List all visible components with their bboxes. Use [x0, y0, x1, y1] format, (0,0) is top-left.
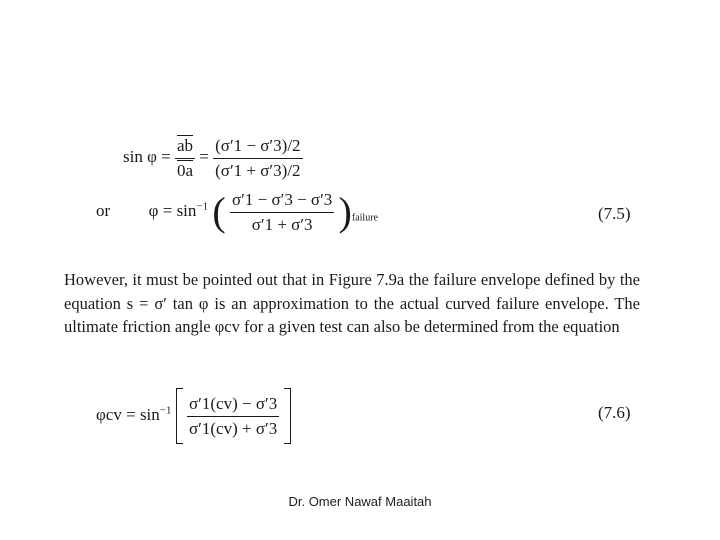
- eq2-right-paren: ): [338, 189, 352, 235]
- eq1-lhs: sin φ =: [123, 146, 171, 166]
- eq3-left-bracket: [176, 388, 183, 444]
- eq2-numerator: σ′1 − σ′3 − σ′3: [230, 190, 334, 213]
- eq1-frac1-denominator: 0a: [177, 160, 194, 180]
- eq1-fraction-stress: [213, 136, 302, 180]
- eq3-lhs: φcv = sin: [96, 404, 160, 424]
- equation-7-6: [96, 388, 291, 444]
- eq2-exponent: −1: [196, 200, 209, 213]
- eq2-fraction: [230, 190, 334, 234]
- eq2-subscript-failure: failure: [351, 212, 378, 224]
- footer-author: Dr. Omer Nawaf Maaitah: [288, 494, 432, 509]
- equation-number-7-6: (7.6): [598, 403, 631, 422]
- equation-7-5-second-line: [96, 190, 378, 234]
- equation-7-5-first-line: [123, 136, 303, 180]
- eq3-fraction: [187, 394, 279, 438]
- eq2-lhs: φ = sin: [148, 200, 197, 220]
- eq3-denominator: σ′1(cv) + σ′3: [189, 418, 278, 438]
- eq3-exponent: −1: [159, 404, 172, 417]
- equation-number-7-5: (7.5): [598, 204, 631, 223]
- eq3-right-bracket: [284, 388, 291, 444]
- eq3-numerator: σ′1(cv) − σ′3: [187, 394, 279, 417]
- body-paragraph: However, it must be pointed out that in Figure 7.9a the failure envelope defined by the equation s = σ′ tan φ is an approximation to the actual curved failure envelope. The ultimate friction angle φcv for a given test can also be determined from the equation: [64, 270, 640, 336]
- eq2-denominator: σ′1 + σ′3: [251, 214, 313, 234]
- eq1-frac2-denominator: (σ′1 + σ′3)/2: [215, 160, 301, 180]
- eq1-equals: =: [199, 146, 209, 166]
- eq2-prefix-or: or: [96, 200, 111, 220]
- eq2-left-paren: (: [212, 189, 226, 235]
- eq1-frac1-numerator: $\overline{ab}$: [175, 136, 195, 159]
- eq1-frac2-numerator: (σ′1 − σ′3)/2: [213, 136, 302, 159]
- eq1-fraction-ab-0a: [175, 136, 195, 180]
